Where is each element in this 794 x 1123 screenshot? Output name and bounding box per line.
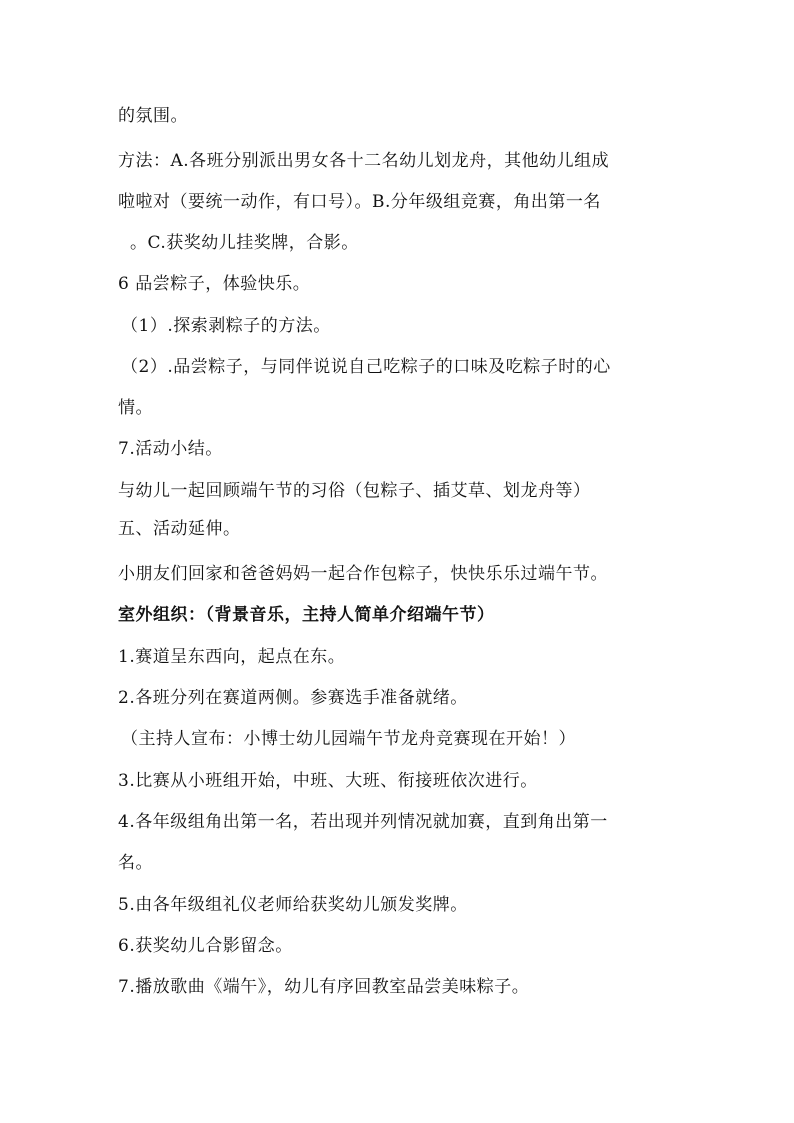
text-line-outdoor-6: 6.获奖幼儿合影留念。 (118, 936, 293, 956)
text-line-section-5: 五、活动延伸。 (118, 519, 241, 539)
text-line-step-6: 6 品尝粽子，体验快乐。 (118, 274, 311, 294)
text-line-outdoor-5: 5.由各年级组礼仪老师给获奖幼儿颁发奖牌。 (118, 895, 468, 915)
text-line-outdoor-4: 4.各年级组角出第一名，若出现并列情况就加赛，直到角出第一 (118, 812, 608, 832)
text-line-cheer: 啦啦对（要统一动作，有口号）。B.分年级组竞赛，角出第一名 (118, 192, 601, 212)
text-line-review: 与幼儿一起回顾端午节的习俗（包粽子、插艾草、划龙舟等） (118, 481, 591, 501)
text-line-outdoor-1: 1.赛道呈东西向，起点在东。 (118, 647, 346, 667)
text-line-host-announce: （主持人宣布：小博士幼儿园端午节龙舟竞赛现在开始！） (121, 729, 576, 749)
text-line-outdoor-4-cont: 名。 (118, 853, 153, 873)
text-line-extension: 小朋友们回家和爸爸妈妈一起合作包粽子，快快乐乐过端午节。 (118, 564, 608, 584)
text-line-step-7: 7.活动小结。 (118, 439, 223, 459)
text-line-step-6-1: （1）.探索剥粽子的方法。 (121, 316, 331, 336)
text-line-mood: 情。 (118, 398, 153, 418)
text-line-atmosphere: 的氛围。 (118, 106, 188, 126)
text-line-method: 方法：A.各班分别派出男女各十二名幼儿划龙舟，其他幼儿组成 (118, 151, 610, 171)
text-line-outdoor-7: 7.播放歌曲《端午》，幼儿有序回教室品尝美味粽子。 (118, 977, 530, 997)
text-line-step-6-2: （2）.品尝粽子，与同伴说说自己吃粽子的口味及吃粽子时的心 (121, 357, 611, 377)
text-line-outdoor-heading: 室外组织：（背景音乐，主持人简单介绍端午节） (118, 605, 495, 625)
text-line-award: 。C.获奖幼儿挂奖牌，合影。 (130, 233, 359, 253)
text-line-outdoor-2: 2.各班分列在赛道两侧。参赛选手准备就绪。 (118, 688, 468, 708)
text-line-outdoor-3: 3.比赛从小班组开始，中班、大班、衔接班依次进行。 (118, 771, 538, 791)
